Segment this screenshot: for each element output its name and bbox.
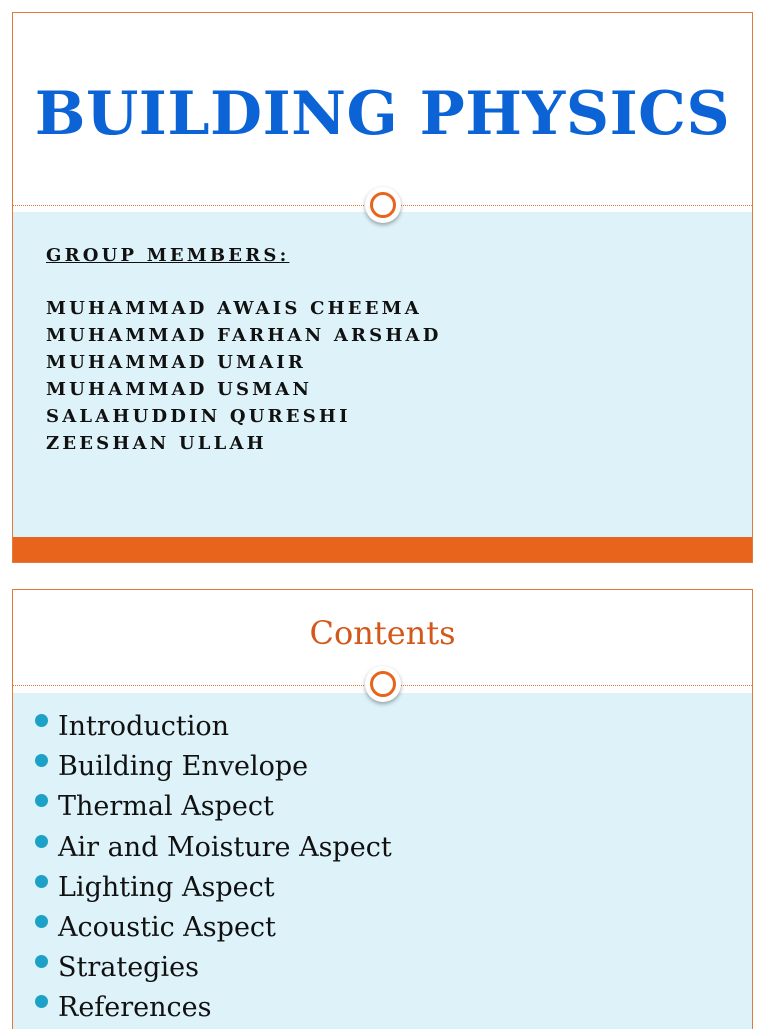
list-item-label: Acoustic Aspect — [58, 911, 276, 943]
bullet-dot-icon — [35, 754, 48, 767]
accent-bar — [13, 537, 752, 563]
member-list — [46, 295, 442, 457]
bullet-dot-icon — [35, 955, 48, 968]
contents-slide — [12, 589, 753, 1029]
bullet-dot-icon — [35, 714, 48, 727]
circle-ring-icon — [365, 666, 401, 702]
member-name: MUHAMMAD FARHAN ARSHAD — [46, 325, 442, 346]
contents-title: Contents — [309, 614, 456, 652]
member-name: ZEESHAN ULLAH — [46, 433, 267, 454]
list-item — [35, 747, 392, 787]
list-item-label: Air and Moisture Aspect — [58, 831, 392, 863]
bullet-dot-icon — [35, 835, 48, 848]
list-item — [35, 707, 392, 747]
list-item-label: Strategies — [58, 952, 199, 984]
list-item-label: Lighting Aspect — [58, 871, 275, 903]
list-item — [35, 948, 392, 988]
bullet-dot-icon — [35, 915, 48, 928]
bullet-dot-icon — [35, 995, 48, 1008]
title-area — [13, 13, 752, 205]
title-slide — [12, 12, 753, 563]
list-item-label: Introduction — [58, 711, 229, 742]
list-item-label: Thermal Aspect — [58, 791, 274, 823]
list-item — [35, 787, 392, 827]
member-name: MUHAMMAD USMAN — [46, 379, 313, 400]
slide-title: BUILDING PHYSICS — [34, 79, 731, 149]
bullet-dot-icon — [35, 794, 48, 807]
member-name: MUHAMMAD UMAIR — [46, 352, 307, 373]
list-item — [35, 908, 392, 948]
circle-ring-icon — [365, 187, 401, 223]
group-members-label: GROUP MEMBERS: — [46, 245, 290, 266]
contents-list — [35, 707, 392, 1029]
list-item — [35, 988, 392, 1028]
list-item-label: Building Envelope — [58, 751, 309, 783]
member-name: SALAHUDDIN QURESHI — [46, 406, 351, 427]
list-item — [35, 828, 392, 868]
list-item-label: References — [58, 992, 212, 1024]
bullet-dot-icon — [35, 875, 48, 888]
list-item — [35, 868, 392, 908]
member-name: MUHAMMAD AWAIS CHEEMA — [46, 298, 422, 319]
